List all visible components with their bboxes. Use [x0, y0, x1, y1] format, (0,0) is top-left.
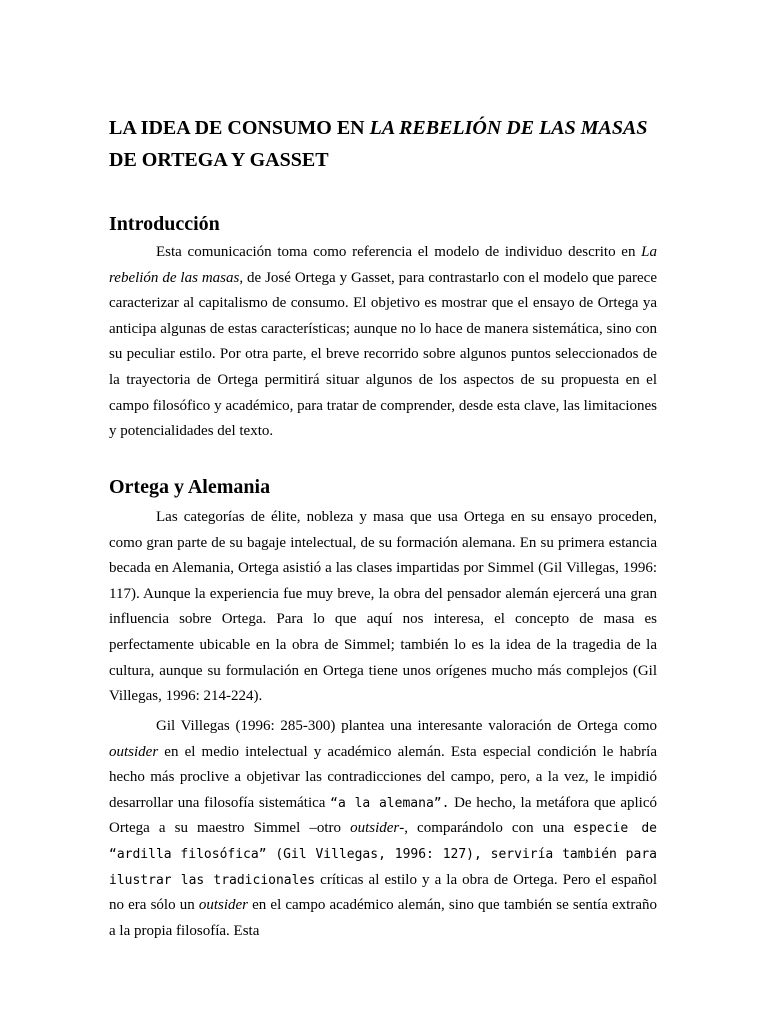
paragraph-introduccion — [109, 240, 657, 445]
paragraph-ortega-2 — [109, 714, 657, 944]
section-heading-ortega-alemania: Ortega y Alemania — [109, 476, 271, 498]
italic-term: outsider — [198, 897, 248, 914]
italic-term: outsider — [109, 743, 159, 760]
text-run: en el medio intelectual y académico alemán. Esta especial condición le habría hecho más proclive a objetivar las contradicciones del campo, pero, a la vez, le impidió desarrollar una filosofía sistemática — [109, 743, 657, 811]
text-run: -, comparándolo con una — [399, 820, 574, 837]
text-run: en el campo académico alemán, sino que también se sentía extraño a la propia filosofía. Esta — [109, 897, 657, 939]
text-run: , de José Ortega y Gasset, para contrastarlo con el modelo que parece caracterizar al capitalismo de consumo. El objetivo es mostrar que el ensayo de Ortega ya anticipa algunas de estas características; aunque no lo hace de manera sistemática, sino con su peculiar estilo. Por otra parte, el breve recorrido sobre algunos puntos seleccionados de la trayectoria de Ortega permitirá situar algunos de los aspectos de su propuesta en el campo filosófico y académico, para tratar de comprender, desde esta clave, las limitaciones y potencialidades del texto. — [109, 269, 657, 440]
document-title — [109, 112, 669, 176]
title-italic-book: LA REBELIÓN DE LAS MASAS — [369, 117, 648, 139]
title-part-1: LA IDEA DE CONSUMO EN — [109, 117, 370, 139]
text-run-mono: especie de “ardilla filosófica” (Gil Villegas, 1996: 127), serviría también para ilustrar las tradicionales — [109, 821, 657, 888]
italic-term: outsider — [350, 820, 400, 837]
text-run: Gil Villegas (1996: 285-300) plantea una interesante valoración de Ortega como — [156, 718, 657, 734]
text-run: De hecho, la metáfora que aplicó Ortega a su maestro Simmel –otro — [109, 794, 657, 837]
italic-book-title: La rebelión de las masas — [109, 244, 657, 286]
text-run: críticas al estilo y a la obra de Ortega. Pero el español no era sólo un — [109, 871, 657, 914]
paragraph-ortega-1: Las categorías de élite, nobleza y masa que usa Ortega en su ensayo proceden, como gran parte de su bagaje intelectual, de su formación alemana. En su primera estancia becada en Alemania, Ortega asistió a las clases impartidas por Simmel (Gil Villegas, 1996: 117). Aunque la experiencia fue muy breve, la obra del pensador alemán ejercerá una gran influencia sobre Ortega. Para lo que aquí nos interesa, el concepto de masa es perfectamente ubicable en la obra de Simmel; también lo es la idea de la tragedia de la cultura, aunque su formulación en Ortega tiene unos orígenes mucho más complejos (Gil Villegas, 1996: 214-224). — [109, 509, 657, 705]
title-part-3: DE ORTEGA Y GASSET — [109, 149, 329, 171]
text-run-mono: “a la alemana”. — [330, 795, 450, 811]
section-heading-introduccion: Introducción — [109, 213, 220, 235]
text-run: Esta comunicación toma como referencia el modelo de individuo descrito en — [156, 244, 642, 260]
